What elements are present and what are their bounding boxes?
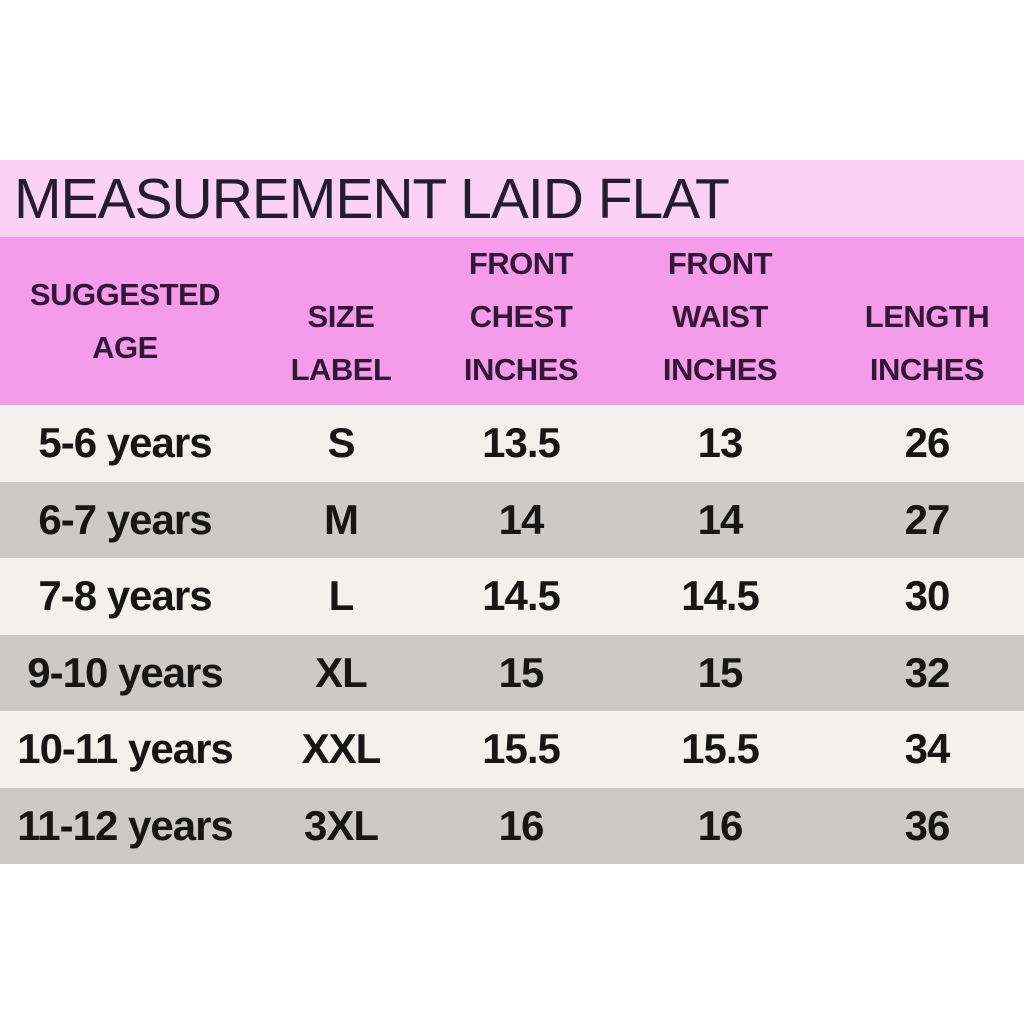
- cell-chest: 13.5: [482, 419, 560, 467]
- header-line: INCHES: [463, 352, 579, 387]
- cell-waist: 15.5: [681, 725, 759, 773]
- table-header-row: [0, 237, 1024, 405]
- cell-waist: 16: [697, 801, 743, 849]
- cell-length: 34: [904, 725, 950, 773]
- table-row: [0, 711, 1024, 788]
- header-line: FRONT: [468, 246, 574, 281]
- cell-length: 26: [904, 419, 950, 467]
- size-chart: [0, 160, 1024, 864]
- column-header-front-waist: [610, 237, 830, 406]
- cell-size: 3XL: [303, 801, 379, 849]
- chart-title: MEASUREMENT LAID FLAT: [14, 166, 729, 231]
- cell-waist: 13: [697, 419, 743, 467]
- cell-size: XXL: [301, 725, 381, 773]
- cell-size: S: [327, 419, 355, 467]
- cell-chest: 14: [498, 495, 544, 543]
- table-row: [0, 558, 1024, 635]
- header-line: INCHES: [869, 352, 985, 387]
- cell-age: 11-12 years: [17, 801, 233, 849]
- cell-chest: 15.5: [482, 725, 560, 773]
- cell-waist: 14: [697, 495, 743, 543]
- cell-age: 10-11 years: [17, 725, 233, 773]
- cell-chest: 14.5: [482, 572, 560, 620]
- cell-age: 6-7 years: [38, 495, 212, 543]
- header-line: LABEL: [290, 352, 392, 387]
- cell-size: L: [328, 572, 354, 620]
- column-header-size-label: [250, 237, 432, 406]
- header-line: LENGTH: [864, 299, 990, 334]
- column-header-suggested-age: [0, 237, 250, 406]
- column-header-front-chest: [432, 237, 610, 406]
- column-header-length: [830, 237, 1024, 406]
- table-row: [0, 635, 1024, 712]
- cell-age: 9-10 years: [27, 648, 223, 696]
- cell-waist: 14.5: [681, 572, 759, 620]
- table-row: [0, 482, 1024, 559]
- cell-chest: 16: [498, 801, 544, 849]
- cell-size: XL: [315, 648, 367, 696]
- header-line: FRONT: [667, 246, 773, 281]
- cell-age: 5-6 years: [38, 419, 212, 467]
- cell-length: 32: [904, 648, 950, 696]
- chart-title-bar: [0, 160, 1024, 237]
- header-line: INCHES: [662, 352, 778, 387]
- cell-length: 27: [904, 495, 950, 543]
- table-body: [0, 405, 1024, 864]
- cell-waist: 15: [697, 648, 743, 696]
- table-row: [0, 405, 1024, 482]
- cell-length: 30: [904, 572, 950, 620]
- table-row: [0, 788, 1024, 865]
- header-line: WAIST: [672, 299, 768, 334]
- header-line: AGE: [92, 330, 158, 365]
- header-line: SIZE: [307, 299, 375, 334]
- header-line: SUGGESTED: [29, 277, 221, 312]
- cell-length: 36: [904, 801, 950, 849]
- cell-size: M: [324, 495, 358, 543]
- cell-chest: 15: [498, 648, 544, 696]
- header-line: CHEST: [469, 299, 573, 334]
- cell-age: 7-8 years: [38, 572, 212, 620]
